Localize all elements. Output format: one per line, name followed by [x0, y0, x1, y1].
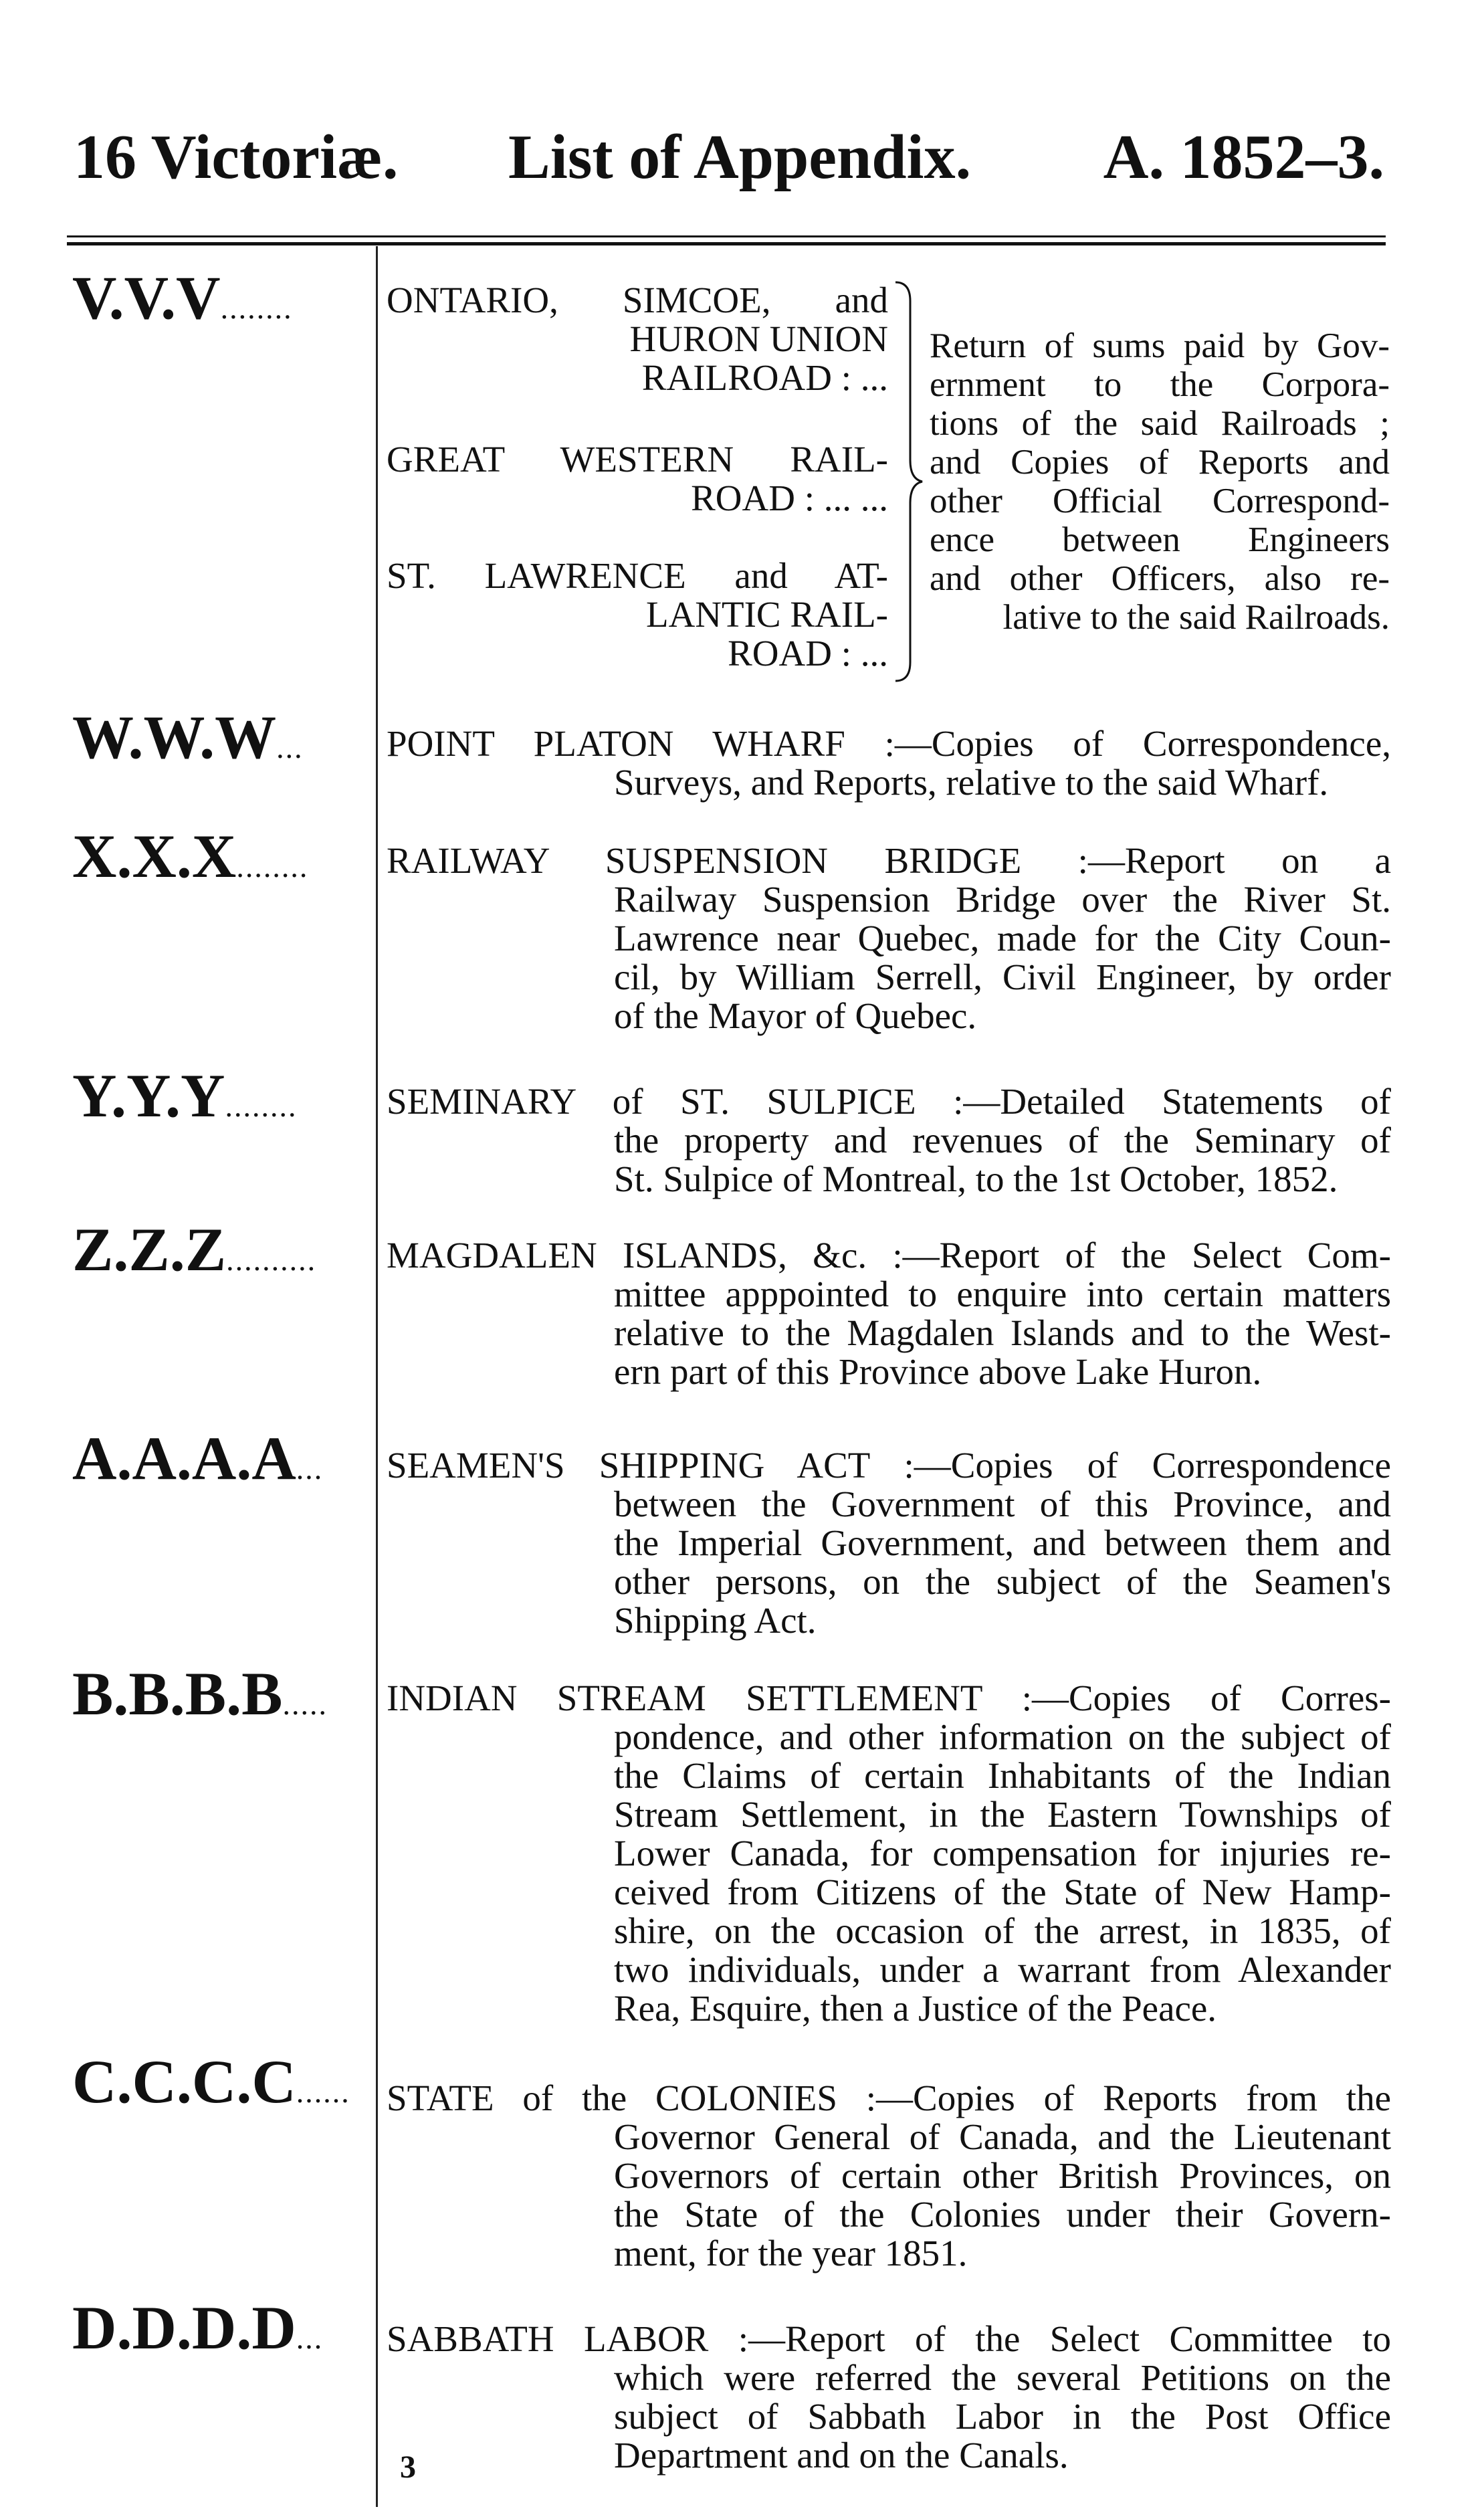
entry-label: X.X.X........ — [72, 823, 309, 890]
entry-label: D.D.D.D... — [72, 2294, 324, 2361]
entry-label: Z.Z.Z.......... — [72, 1216, 317, 1283]
right-brace-icon — [893, 281, 926, 682]
entry-magdalen-islands: MAGDALEN ISLANDS, &c. :—Report of the Select Com- mittee apppointed to enquire into certain matters relative to the Magdalen Islands and to the West- ern part of this Province above Lake Huron. — [387, 1235, 1391, 1392]
header-title: List of Appendix. — [508, 122, 972, 192]
railroad-st-lawrence-atlantic: ST. LAWRENCE and AT- LANTIC RAIL- ROAD : ... — [387, 555, 888, 674]
page-header — [74, 120, 1384, 194]
column-divider — [376, 246, 378, 2507]
entry-label: B.B.B.B..... — [72, 1660, 328, 1727]
signature-mark: 3 — [400, 2449, 416, 2485]
header-rule-thick — [67, 242, 1386, 245]
entry-label: Y.Y.Y........ — [72, 1062, 298, 1129]
entry-railway-suspension-bridge: RAILWAY SUSPENSION BRIDGE :—Report on a Railway Suspension Bridge over the River St. Lawrence near Quebec, made for the City Coun- cil, by William Serrell, Civil Engineer, by order of the Mayor of Quebec. — [387, 840, 1391, 1036]
entry-label: V.V.V........ — [72, 264, 293, 331]
entry-point-platon-wharf: POINT PLATON WHARF :—Copies of Correspondence, Surveys, and Reports, relative to the said Wharf. — [387, 723, 1391, 803]
railroad-ontario-simcoe-huron: ONTARIO, SIMCOE, and HURON UNION RAILROAD : ... — [387, 280, 888, 398]
entry-sabbath-labor: SABBATH LABOR :—Report of the Select Committee to which were referred the several Petitions on the subject of Sabbath Labor in the Post Office Department and on the Canals. — [387, 2318, 1391, 2476]
entry-seamens-shipping-act: SEAMEN'S SHIPPING ACT :—Copies of Correspondence between the Government of this Province, and the Imperial Government, and between them and other persons, on the subject of the Seamen's Shipping Act. — [387, 1445, 1391, 1641]
entry-label: C.C.C.C...... — [72, 2048, 350, 2115]
entry-label: W.W.W... — [72, 704, 304, 771]
entry-label: A.A.A.A... — [72, 1425, 324, 1492]
header-session: 16 Victoriæ. — [74, 122, 399, 192]
header-rule-thin — [67, 235, 1386, 237]
entry-state-of-the-colonies: STATE of the COLONIES :—Copies of Reports from the Governor General of Canada, and the Lieutenant Governors of certain other British Provinces, on the State of the Colonies under their Govern- ment, for the year 1851. — [387, 2078, 1391, 2274]
railroads-description: Return of sums paid by Gov- ernment to the Corpora- tions of the said Railroads ; and Copies of Reports and other Official Correspond- ence between Engineers and other Officers, also re- lative to the said Railroads. — [930, 326, 1390, 637]
entry-seminary-st-sulpice: SEMINARY of ST. SULPICE :—Detailed Statements of the property and revenues of the Seminary of St. Sulpice of Montreal, to the 1st October, 1852. — [387, 1081, 1391, 1199]
railroad-great-western: GREAT WESTERN RAIL- ROAD : ... ... — [387, 439, 888, 518]
entry-indian-stream-settlement: INDIAN STREAM SETTLEMENT :—Copies of Corres- pondence, and other information on the subject of the Claims of certain Inhabitants of the Indian Stream Settlement, in the Eastern Townships of Lower Canada, for compensation for injuries re- ceived from Citizens of the State of New Hamp- shire, on the occasion of the arrest, in 1835, of two individuals, under a warrant from Alexander Rea, Esquire, then a Justice of the Peace. — [387, 1678, 1391, 2029]
header-year: A. 1852–3. — [1103, 122, 1384, 192]
